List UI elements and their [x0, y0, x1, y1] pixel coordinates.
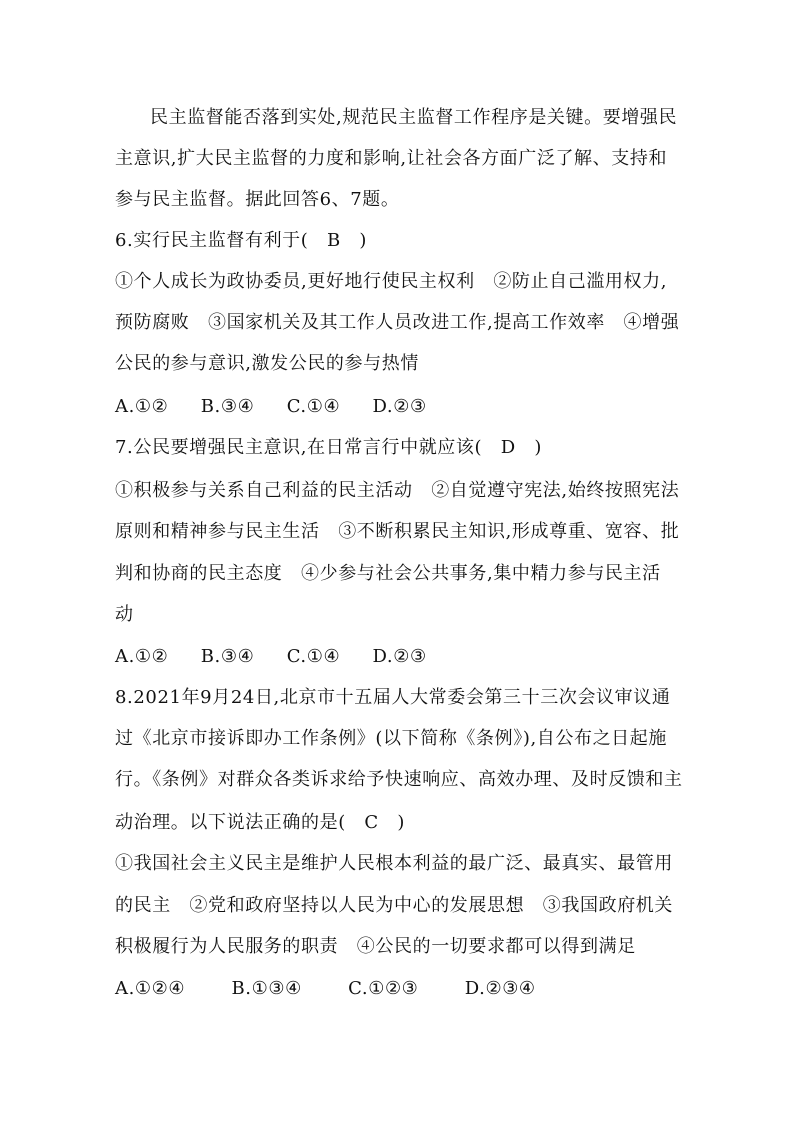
q7-stem: 7.公民要增强民主意识,在日常言行中就应该( D ) — [115, 437, 542, 458]
q8-body-line-2: 的民主 ②党和政府坚持以人民为中心的发展思想 ③我国政府机关 — [115, 895, 673, 916]
q8-option-b: B.①③④ — [231, 978, 302, 999]
q7-body-line-4: 动 — [115, 604, 134, 625]
q7-option-a: A.①② — [115, 646, 169, 667]
q6-option-d: D.②③ — [372, 396, 427, 417]
q7-body-line-1: ①积极参与关系自己利益的民主活动 ②自觉遵守宪法,始终按照宪法 — [115, 480, 680, 501]
q6-option-c: C.①④ — [286, 396, 341, 417]
q8-body-line-3: 积极履行为人民服务的职责 ④公民的一切要求都可以得到满足 — [115, 936, 636, 957]
q8-body-line-1: ①我国社会主义民主是维护人民根本利益的最广泛、最真实、最管用 — [115, 853, 673, 874]
q8-option-d: D.②③④ — [464, 978, 536, 999]
q7-option-c: C.①④ — [286, 646, 341, 667]
q7-option-d: D.②③ — [372, 646, 427, 667]
q8-stem-line-1: 8.2021年9月24日,北京市十五届人大常委会第三十三次会议审议通 — [115, 687, 671, 708]
q8-options — [115, 972, 695, 1006]
q6-option-b: B.③④ — [200, 396, 255, 417]
q6-stem: 6.实行民主监督有利于( B ) — [115, 230, 368, 251]
q6-body-line-3: 公民的参与意识,激发公民的参与热情 — [115, 353, 419, 374]
q7-option-b: B.③④ — [200, 646, 255, 667]
q6-body-line-1: ①个人成长为政协委员,更好地行使民主权利 ②防止自己滥用权力, — [115, 271, 668, 292]
q8-option-c: C.①②③ — [348, 978, 419, 999]
intro-line-3: 参与民主监督。据此回答6、7题。 — [115, 189, 400, 210]
q7-body-line-3: 判和协商的民主态度 ④少参与社会公共事务,集中精力参与民主活 — [115, 563, 661, 584]
intro-line-1: 民主监督能否落到实处,规范民主监督工作程序是关键。要增强民 — [150, 107, 678, 128]
intro-line-2: 主意识,扩大民主监督的力度和影响,让社会各方面广泛了解、支持和 — [115, 148, 668, 169]
q6-option-a: A.①② — [115, 396, 169, 417]
q6-body-line-2: 预防腐败 ③国家机关及其工作人员改进工作,提高工作效率 ④增强 — [115, 312, 680, 333]
q8-stem-line-2: 过《北京市接诉即办工作条例》(以下简称《条例》),自公布之日起施 — [115, 728, 667, 749]
q7-options — [115, 640, 695, 674]
q6-options — [115, 390, 695, 424]
q8-stem-line-3: 行。《条例》对群众各类诉求给予快速响应、高效办理、及时反馈和主 — [115, 769, 683, 790]
q7-body-line-2: 原则和精神参与民主生活 ③不断积累民主知识,形成尊重、宽容、批 — [115, 521, 680, 542]
q8-stem-line-4: 动治理。以下说法正确的是( C ) — [115, 812, 406, 833]
q8-option-a: A.①②④ — [115, 978, 186, 999]
